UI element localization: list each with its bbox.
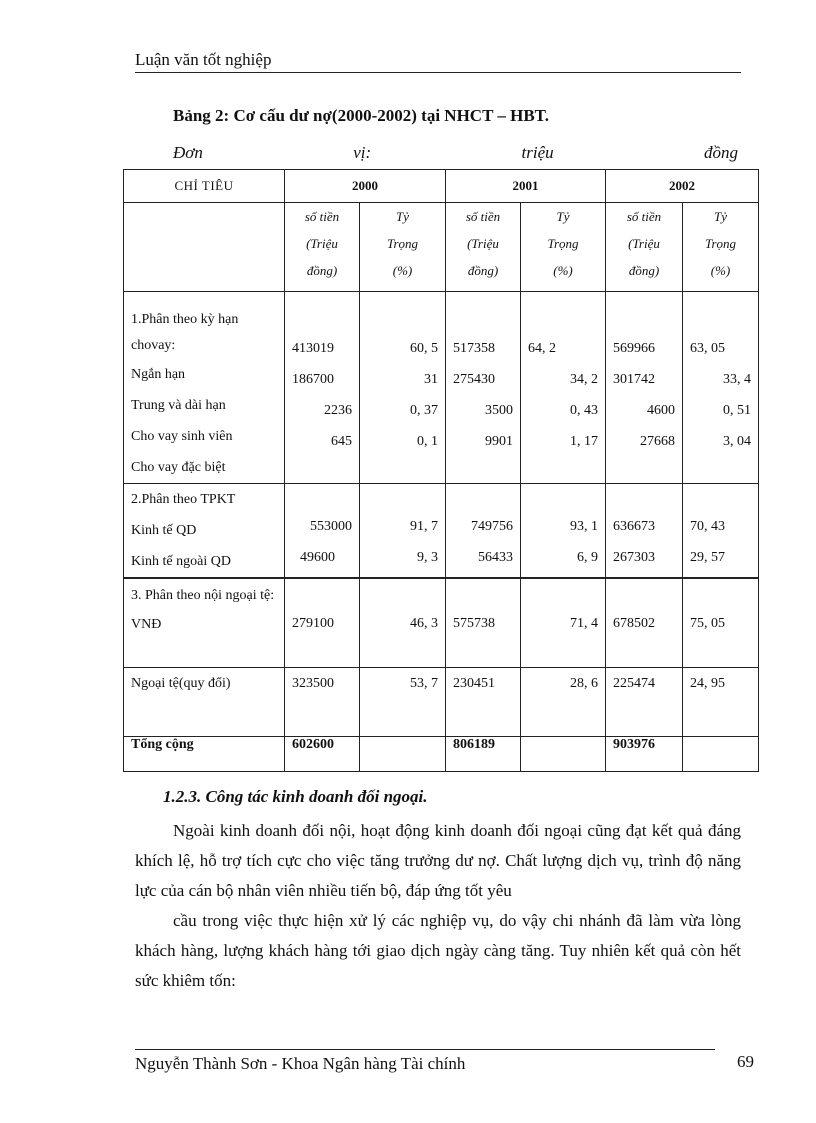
value: 70, 43 <box>690 519 725 534</box>
row-label: Kinh tế ngoài QD <box>131 554 231 569</box>
value: 413019 <box>292 341 334 356</box>
share-subheader <box>360 203 446 292</box>
row-label: Trung và dài hạn <box>131 398 226 413</box>
header-year: 2002 <box>606 170 759 203</box>
table-row-foreign-currency <box>124 668 759 737</box>
empty-cell <box>521 737 606 772</box>
value: 4600 <box>647 403 675 418</box>
empty-cell <box>360 737 446 772</box>
value: 46, 3 <box>410 615 438 631</box>
row-labels <box>124 484 285 579</box>
row-label: Cho vay sinh viên <box>131 429 233 444</box>
amount-cell <box>606 578 683 668</box>
value: 267303 <box>613 550 655 565</box>
value: 186700 <box>292 372 334 387</box>
share-cell <box>683 578 759 668</box>
row-label: Ngoại tệ(quy đổi) <box>131 676 231 691</box>
value: 60, 5 <box>410 341 438 356</box>
amount-cell <box>285 484 360 579</box>
footer-rule <box>135 1049 715 1050</box>
value: 2236 <box>324 403 352 418</box>
value: 75, 05 <box>690 615 725 631</box>
sub-line: Tỷ <box>396 209 409 224</box>
value: 0, 37 <box>410 403 438 418</box>
table-unit <box>173 143 738 163</box>
table-header-row <box>124 170 759 203</box>
sub-line: Tỷ <box>714 209 727 224</box>
value: 230451 <box>453 676 495 691</box>
empty-cell <box>683 737 759 772</box>
unit-word: Đơn <box>173 143 203 162</box>
amount-subheader <box>285 203 360 292</box>
value: 34, 2 <box>570 372 598 387</box>
value: 29, 57 <box>690 550 725 565</box>
value: 28, 6 <box>570 676 598 691</box>
sub-line: (Triệu <box>306 236 338 251</box>
sub-line: (Triệu <box>628 236 660 251</box>
loan-structure-table <box>123 169 759 772</box>
value: 553000 <box>310 519 352 534</box>
share-cell <box>360 668 446 737</box>
unit-word: đồng <box>703 143 738 162</box>
value: 71, 4 <box>570 615 598 631</box>
value: 0, 43 <box>570 403 598 418</box>
row-label: 2.Phân theo TPKT <box>131 492 236 507</box>
value: 279100 <box>292 615 334 631</box>
sub-line: (Triệu <box>467 236 499 251</box>
amount-cell <box>285 578 360 668</box>
sub-line: đồng) <box>628 263 660 278</box>
total-value: 806189 <box>446 737 521 772</box>
sub-line: Trọng <box>547 236 579 251</box>
sub-line: (%) <box>553 263 573 278</box>
table-row-currency <box>124 578 759 668</box>
row-label: VNĐ <box>131 617 162 632</box>
header-year: 2001 <box>446 170 606 203</box>
share-cell <box>683 668 759 737</box>
share-cell <box>360 292 446 484</box>
value: 645 <box>331 434 352 449</box>
sub-line: số tiền <box>626 209 662 224</box>
empty-cell <box>124 203 285 292</box>
share-cell <box>521 578 606 668</box>
table-row-total <box>124 737 759 772</box>
amount-cell <box>606 484 683 579</box>
table-row-economic-sector <box>124 484 759 579</box>
table-row-term <box>124 292 759 484</box>
value: 24, 95 <box>690 676 725 691</box>
page-number: 69 <box>737 1052 754 1071</box>
row-label: Kinh tế QD <box>131 523 197 538</box>
row-label: 3. Phân theo nội ngoại tệ: <box>131 588 275 603</box>
value: 31 <box>424 372 438 387</box>
sub-line: Trọng <box>386 236 419 251</box>
row-labels <box>124 668 285 737</box>
amount-cell <box>446 484 521 579</box>
value: 91, 7 <box>410 519 438 534</box>
value: 53, 7 <box>410 676 438 691</box>
total-value: 602600 <box>285 737 360 772</box>
row-labels <box>124 292 285 484</box>
value: 93, 1 <box>570 519 598 534</box>
sub-line: (%) <box>392 263 413 278</box>
row-labels <box>124 578 285 668</box>
amount-subheader <box>446 203 521 292</box>
value: 575738 <box>453 615 495 631</box>
amount-cell <box>285 668 360 737</box>
unit-word: triệu <box>521 143 554 162</box>
footer-text: Nguyễn Thành Sơn - Khoa Ngân hàng Tài chính <box>135 1054 466 1073</box>
value: 1, 17 <box>570 434 598 449</box>
share-cell <box>683 292 759 484</box>
row-label: 1.Phân theo kỳ hạn chovay: <box>131 312 239 353</box>
value: 569966 <box>613 341 655 356</box>
amount-cell <box>606 668 683 737</box>
share-cell <box>360 578 446 668</box>
header-rule <box>135 72 741 73</box>
value: 63, 05 <box>690 341 725 356</box>
value: 64, 2 <box>528 341 556 356</box>
paragraph: Ngoài kinh doanh đối nội, hoạt động kinh doanh đối ngoại cũng đạt kết quả đáng khích lệ, hỗ trợ tích cực cho việc tăng trưởng dư nợ. Chất lượng dịch vụ, trình độ năng lực của cán bộ nhân viên nhiều tiến bộ, đáp ứng tốt yêu <box>135 821 741 900</box>
total-label: Tổng cộng <box>124 737 285 772</box>
table-title: Bảng 2: Cơ cấu dư nợ(2000-2002) tại NHCT – HBT. <box>173 106 549 125</box>
value: 9901 <box>485 434 513 449</box>
table-subheader-row <box>124 203 759 292</box>
sub-line: số tiền <box>304 209 340 224</box>
section-heading: 1.2.3. Công tác kinh doanh đối ngoại. <box>163 787 428 806</box>
value: 3500 <box>485 403 513 418</box>
value: 323500 <box>292 676 334 691</box>
share-cell <box>683 484 759 579</box>
value: 33, 4 <box>723 372 751 387</box>
share-cell <box>521 668 606 737</box>
value: 27668 <box>640 434 675 449</box>
row-label: Ngắn hạn <box>131 367 186 382</box>
value: 49600 <box>300 550 335 565</box>
running-header: Luận văn tốt nghiệp <box>135 50 272 69</box>
value: 0, 1 <box>417 434 438 449</box>
total-value: 903976 <box>606 737 683 772</box>
header-year: 2000 <box>285 170 446 203</box>
sub-line: (%) <box>710 263 731 278</box>
sub-line: đồng) <box>467 263 499 278</box>
value: 749756 <box>471 519 513 534</box>
amount-cell <box>285 292 360 484</box>
share-cell <box>360 484 446 579</box>
row-label: Cho vay đặc biệt <box>131 460 226 475</box>
value: 225474 <box>613 676 655 691</box>
header-indicator: CHỈ TIÊU <box>124 170 285 203</box>
share-cell <box>521 292 606 484</box>
sub-line: Trọng <box>704 236 737 251</box>
paragraph: cầu trong việc thực hiện xử lý các nghiệp vụ, do vậy chi nhánh đã làm vừa lòng khách hàng, lượng khách hàng tới giao dịch ngày càng tăng. Tuy nhiên kết quả còn hết sức khiêm tốn: <box>135 911 741 990</box>
value: 301742 <box>613 372 655 387</box>
unit-word: vị: <box>353 143 372 162</box>
sub-line: số tiền <box>465 209 501 224</box>
amount-cell <box>446 578 521 668</box>
value: 0, 51 <box>723 403 751 418</box>
sub-line: Tỷ <box>556 209 570 224</box>
amount-cell <box>446 292 521 484</box>
share-cell <box>521 484 606 579</box>
amount-cell <box>446 668 521 737</box>
value: 275430 <box>453 372 495 387</box>
value: 636673 <box>613 519 655 534</box>
value: 3, 04 <box>723 434 751 449</box>
amount-cell <box>606 292 683 484</box>
sub-line: đồng) <box>306 263 338 278</box>
value: 517358 <box>453 341 495 356</box>
value: 56433 <box>478 550 513 565</box>
value: 6, 9 <box>577 550 598 565</box>
amount-subheader <box>606 203 683 292</box>
share-subheader <box>683 203 759 292</box>
value: 9, 3 <box>417 550 438 565</box>
value: 678502 <box>613 615 655 631</box>
share-subheader <box>521 203 606 292</box>
